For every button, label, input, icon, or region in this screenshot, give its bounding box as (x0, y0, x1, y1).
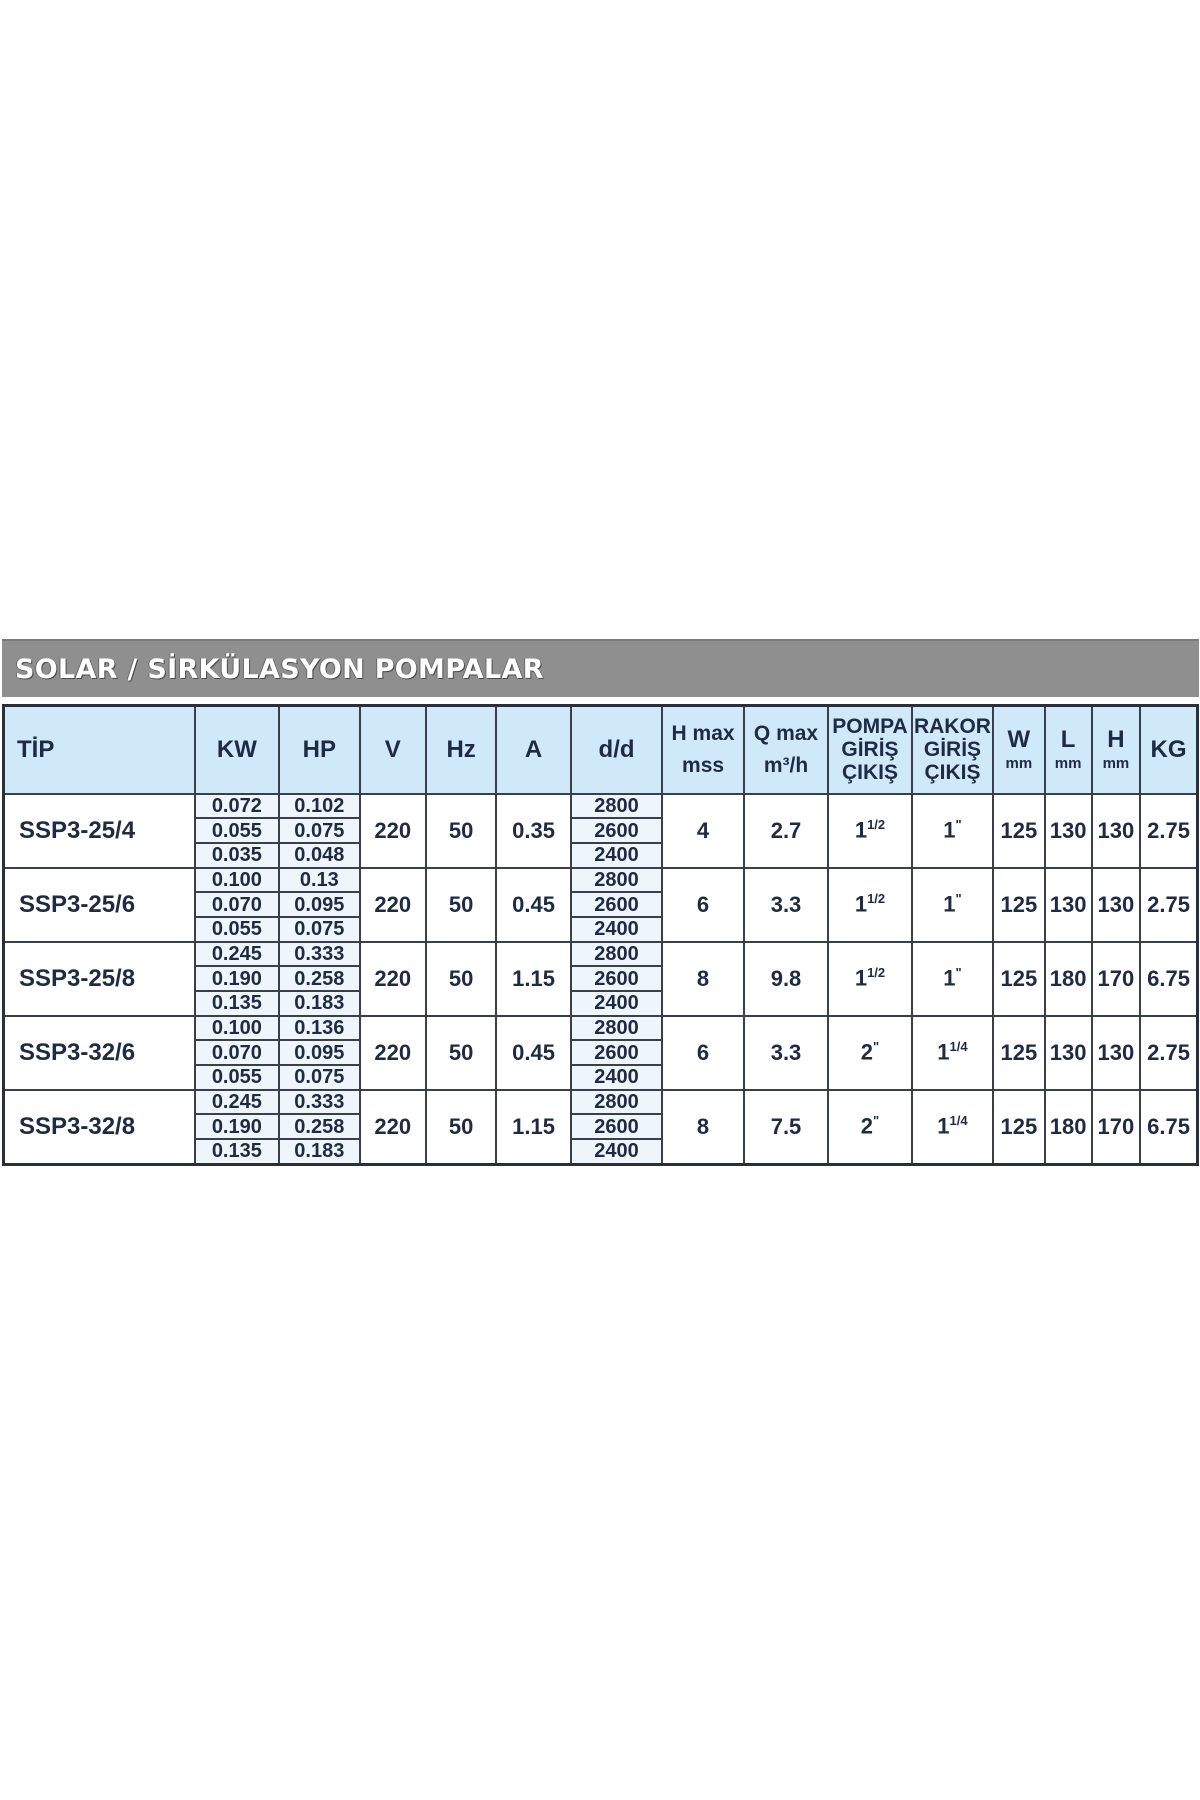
rpm-value: 2800 (572, 1017, 662, 1042)
hp-cell (279, 1090, 359, 1165)
rpm-value: 2800 (572, 795, 662, 820)
rakor-connection-whole: 1 (943, 817, 956, 843)
hp-value: 0.095 (280, 1041, 358, 1066)
model-name: SSP3-32/6 (4, 1016, 195, 1090)
pompa-connection-fraction: " (873, 1113, 880, 1129)
height-value: 130 (1092, 794, 1140, 868)
current-value: 1.15 (496, 942, 570, 1016)
length-value: 130 (1045, 868, 1092, 942)
rakor-connection-fraction: " (955, 891, 962, 907)
kw-value: 0.190 (196, 967, 278, 992)
header-hp: HP (279, 706, 359, 794)
rakor-connection-whole: 1 (943, 891, 956, 917)
frequency-value: 50 (426, 794, 496, 868)
kw-value: 0.070 (196, 1041, 278, 1066)
spec-table (2, 704, 1199, 1166)
title-gap (2, 697, 1199, 704)
kw-value: 0.135 (196, 1140, 278, 1163)
kw-value: 0.100 (196, 869, 278, 894)
hmax-value: 6 (662, 1016, 743, 1090)
header-kg: KG (1140, 706, 1197, 794)
height-value: 130 (1092, 1016, 1140, 1090)
weight-value: 2.75 (1140, 794, 1197, 868)
pompa-connection-fraction: 1/2 (867, 891, 886, 907)
table-row (4, 868, 1198, 942)
voltage-value: 220 (360, 868, 426, 942)
header-kw: KW (195, 706, 279, 794)
weight-value: 2.75 (1140, 868, 1197, 942)
rakor-connection-fraction: " (955, 817, 962, 833)
hmax-value: 6 (662, 868, 743, 942)
pompa-connection (828, 868, 911, 942)
hp-value: 0.075 (280, 918, 358, 941)
hp-cell (279, 868, 359, 942)
qmax-value: 3.3 (744, 868, 828, 942)
model-name: SSP3-25/6 (4, 868, 195, 942)
kw-value: 0.055 (196, 918, 278, 941)
weight-value: 6.75 (1140, 942, 1197, 1016)
spec-body (4, 794, 1198, 1165)
current-value: 0.45 (496, 868, 570, 942)
rpm-value: 2600 (572, 1041, 662, 1066)
hp-cell (279, 1016, 359, 1090)
rpm-value: 2600 (572, 967, 662, 992)
hp-value: 0.183 (280, 992, 358, 1015)
header-pompa: POMPA GİRİŞ ÇIKIŞ (828, 706, 911, 794)
rpm-cell (571, 794, 663, 868)
height-value: 130 (1092, 868, 1140, 942)
pompa-connection-whole: 1 (854, 817, 868, 843)
rpm-value: 2400 (572, 844, 662, 867)
header-a: A (496, 706, 570, 794)
rpm-cell (571, 1090, 663, 1165)
header-w: W mm (993, 706, 1044, 794)
pompa-connection-fraction: 1/2 (867, 965, 886, 981)
width-value: 125 (993, 794, 1044, 868)
height-value: 170 (1092, 942, 1140, 1016)
pompa-connection-whole: 1 (854, 965, 868, 991)
model-name: SSP3-32/8 (4, 1090, 195, 1165)
model-name: SSP3-25/4 (4, 794, 195, 868)
width-value: 125 (993, 1090, 1044, 1165)
hp-value: 0.075 (280, 819, 358, 844)
rakor-connection-fraction: " (955, 965, 962, 981)
rakor-connection (912, 868, 993, 942)
kw-value: 0.190 (196, 1115, 278, 1140)
hp-value: 0.258 (280, 1115, 358, 1140)
length-value: 130 (1045, 1016, 1092, 1090)
hp-value: 0.333 (280, 1091, 358, 1116)
kw-value: 0.055 (196, 1066, 278, 1089)
pompa-connection-whole: 2 (860, 1039, 874, 1065)
table-row (4, 942, 1198, 1016)
kw-value: 0.135 (196, 992, 278, 1015)
kw-cell (195, 794, 279, 868)
hp-cell (279, 794, 359, 868)
kw-value: 0.072 (196, 795, 278, 820)
rakor-connection-fraction: 1/4 (949, 1113, 968, 1129)
header-dd: d/d (571, 706, 663, 794)
rpm-cell (571, 942, 663, 1016)
frequency-value: 50 (426, 1090, 496, 1165)
kw-value: 0.035 (196, 844, 278, 867)
rpm-value: 2800 (572, 943, 662, 968)
hp-cell (279, 942, 359, 1016)
rakor-connection (912, 1016, 993, 1090)
spec-panel (2, 639, 1199, 1166)
current-value: 0.45 (496, 1016, 570, 1090)
frequency-value: 50 (426, 1016, 496, 1090)
kw-cell (195, 868, 279, 942)
pompa-connection-whole: 1 (854, 891, 868, 917)
rakor-connection-fraction: 1/4 (949, 1039, 968, 1055)
header-rakor: RAKOR GİRİŞ ÇIKIŞ (912, 706, 993, 794)
hmax-value: 8 (662, 1090, 743, 1165)
length-value: 180 (1045, 1090, 1092, 1165)
current-value: 0.35 (496, 794, 570, 868)
kw-value: 0.100 (196, 1017, 278, 1042)
page-title: SOLAR / SİRKÜLASYON POMPALAR (15, 653, 544, 685)
rakor-connection-whole: 1 (937, 1113, 950, 1139)
current-value: 1.15 (496, 1090, 570, 1165)
rakor-connection-whole: 1 (937, 1039, 950, 1065)
voltage-value: 220 (360, 942, 426, 1016)
kw-value: 0.245 (196, 1091, 278, 1116)
kw-value: 0.245 (196, 943, 278, 968)
rpm-value: 2400 (572, 1066, 662, 1089)
hp-value: 0.13 (280, 869, 358, 894)
rakor-connection (912, 1090, 993, 1165)
rpm-value: 2400 (572, 918, 662, 941)
weight-value: 6.75 (1140, 1090, 1197, 1165)
pompa-connection (828, 942, 911, 1016)
table-row (4, 1090, 1198, 1165)
rpm-value: 2800 (572, 1091, 662, 1116)
width-value: 125 (993, 1016, 1044, 1090)
pompa-connection-fraction: 1/2 (867, 817, 886, 833)
header-hmax: H max mss (662, 706, 743, 794)
kw-value: 0.070 (196, 893, 278, 918)
rakor-connection (912, 942, 993, 1016)
hp-value: 0.183 (280, 1140, 358, 1163)
frequency-value: 50 (426, 942, 496, 1016)
rpm-value: 2400 (572, 992, 662, 1015)
hp-value: 0.048 (280, 844, 358, 867)
frequency-value: 50 (426, 868, 496, 942)
hp-value: 0.102 (280, 795, 358, 820)
qmax-value: 9.8 (744, 942, 828, 1016)
table-row (4, 794, 1198, 868)
pompa-connection-whole: 2 (860, 1113, 874, 1139)
header-h: H mm (1092, 706, 1140, 794)
model-name: SSP3-25/8 (4, 942, 195, 1016)
header-qmax: Q max m³/h (744, 706, 828, 794)
voltage-value: 220 (360, 794, 426, 868)
rpm-cell (571, 868, 663, 942)
voltage-value: 220 (360, 1090, 426, 1165)
header-l: L mm (1045, 706, 1092, 794)
qmax-value: 3.3 (744, 1016, 828, 1090)
rakor-connection (912, 794, 993, 868)
rakor-connection-whole: 1 (943, 965, 956, 991)
length-value: 180 (1045, 942, 1092, 1016)
voltage-value: 220 (360, 1016, 426, 1090)
kw-cell (195, 942, 279, 1016)
header-hz: Hz (426, 706, 496, 794)
kw-cell (195, 1016, 279, 1090)
hp-value: 0.095 (280, 893, 358, 918)
header-v: V (360, 706, 426, 794)
header-row (4, 706, 1198, 794)
rpm-value: 2600 (572, 893, 662, 918)
header-tip: TİP (4, 706, 195, 794)
hp-value: 0.075 (280, 1066, 358, 1089)
pompa-connection (828, 1090, 911, 1165)
rpm-value: 2600 (572, 819, 662, 844)
pompa-connection (828, 794, 911, 868)
hp-value: 0.136 (280, 1017, 358, 1042)
qmax-value: 7.5 (744, 1090, 828, 1165)
weight-value: 2.75 (1140, 1016, 1197, 1090)
rpm-value: 2800 (572, 869, 662, 894)
table-row (4, 1016, 1198, 1090)
hmax-value: 4 (662, 794, 743, 868)
width-value: 125 (993, 868, 1044, 942)
rpm-value: 2400 (572, 1140, 662, 1163)
rpm-cell (571, 1016, 663, 1090)
qmax-value: 2.7 (744, 794, 828, 868)
hp-value: 0.333 (280, 943, 358, 968)
height-value: 170 (1092, 1090, 1140, 1165)
length-value: 130 (1045, 794, 1092, 868)
pompa-connection (828, 1016, 911, 1090)
width-value: 125 (993, 942, 1044, 1016)
hp-value: 0.258 (280, 967, 358, 992)
kw-cell (195, 1090, 279, 1165)
rpm-value: 2600 (572, 1115, 662, 1140)
kw-value: 0.055 (196, 819, 278, 844)
pompa-connection-fraction: " (873, 1039, 880, 1055)
title-bar (2, 639, 1199, 697)
hmax-value: 8 (662, 942, 743, 1016)
